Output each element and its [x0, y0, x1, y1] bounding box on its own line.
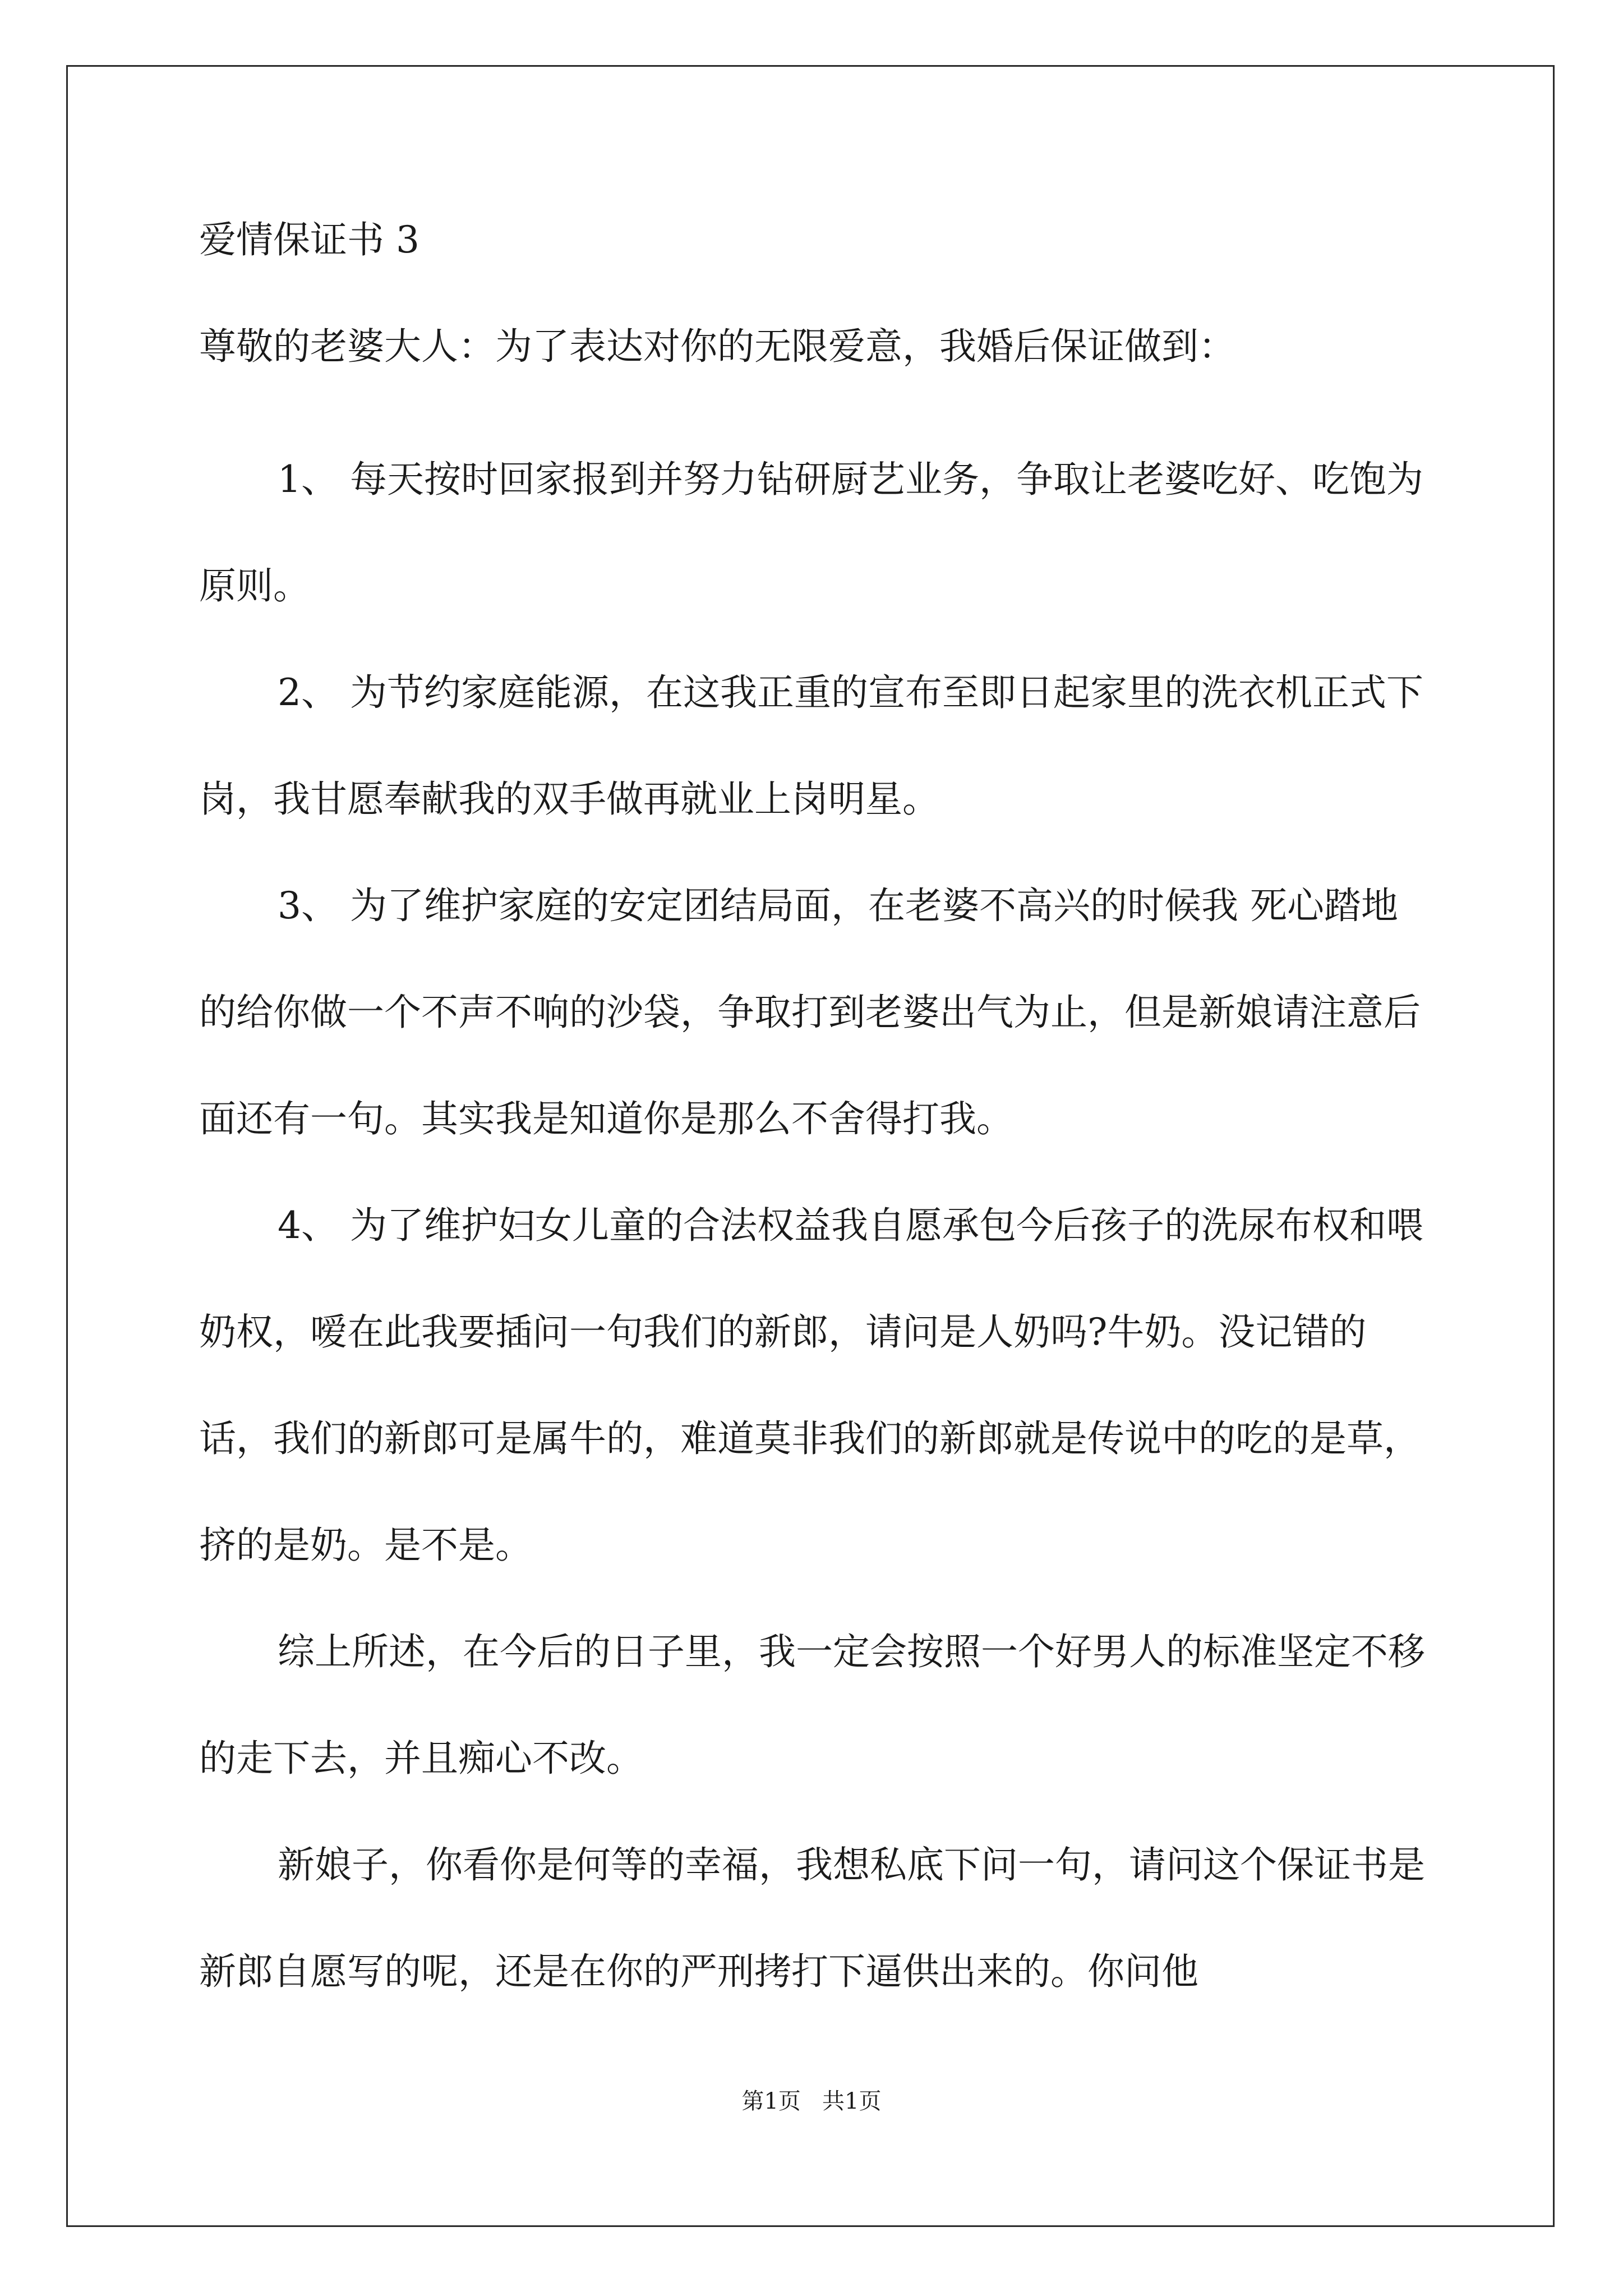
pledge-item-4: 4、 为了维护妇女儿童的合法权益我自愿承包今后孩子的洗尿布权和喂奶权，嗳在此我要插问一句我们的新郎，请问是人奶吗?牛奶。没记错的话，我们的新郎可是属牛的，难道莫非我们的新郎就是传说中的吃的是草，挤的是奶。是不是。: [199, 1204, 1423, 1567]
page-footer: 第1页 共1页: [741, 2088, 882, 2114]
salutation-paragraph: 尊敬的老婆大人：为了表达对你的无限爱意，我婚后保证做到：: [199, 325, 1235, 368]
closing-paragraph: 新娘子，你看你是何等的幸福，我想私底下问一句，请问这个保证书是新郎自愿写的呢，还是在你的严刑拷打下逼供出来的。你问他: [199, 1843, 1425, 1993]
pledge-item-1: 1、 每天按时回家报到并努力钻研厨艺业务，争取让老婆吃好、吃饱为原则。: [199, 458, 1423, 608]
pledge-item-3: 3、 为了维护家庭的安定团结局面，在老婆不高兴的时候我 死心踏地的给你做一个不声不响的沙袋，争取打到老婆出气为止，但是新娘请注意后面还有一句。其实我是知道你是那么不舍得打我。: [199, 884, 1421, 1140]
document-title: 爱情保证书 3: [199, 218, 419, 261]
pledge-item-2: 2、 为节约家庭能源，在这我正重的宣布至即日起家里的洗衣机正式下岗，我甘愿奉献我的双手做再就业上岗明星。: [199, 671, 1423, 821]
document-body: [199, 213, 1433, 2025]
summary-paragraph: 综上所述，在今后的日子里，我一定会按照一个好男人的标准坚定不移的走下去，并且痴心不改。: [199, 1630, 1425, 1780]
